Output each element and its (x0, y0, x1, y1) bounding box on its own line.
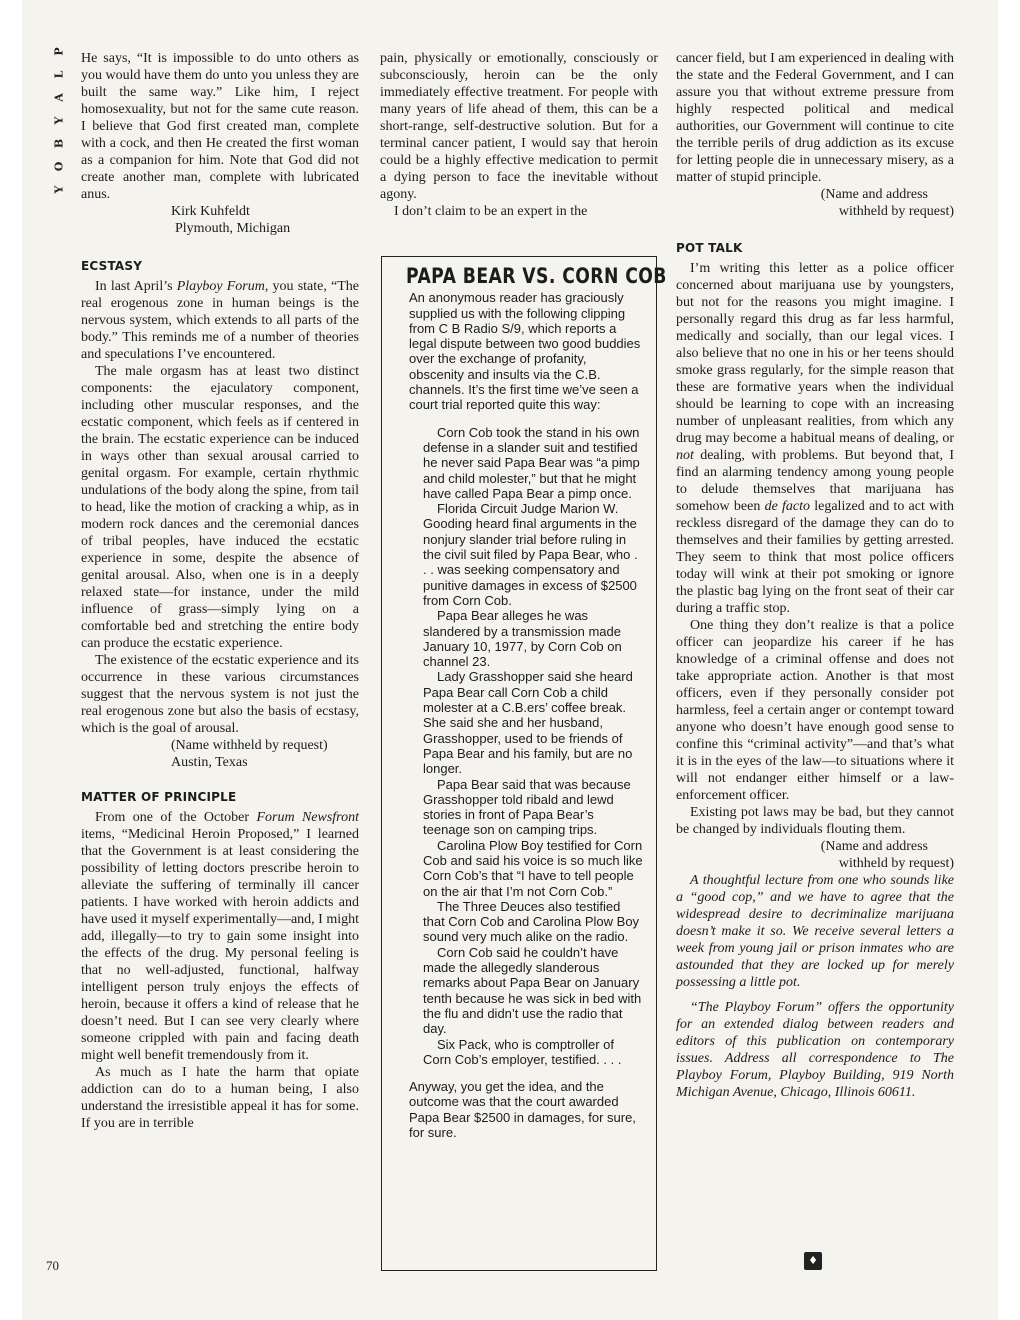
forum-note: “The Playboy Forum” offers the opportunity for an extended dialog between readers and editors of this publication on contemporary issues. Address all correspondence to The Playboy Forum, Playboy Building, 919 North Michigan Avenue, Chicago, Illinois 60611. (676, 1000, 954, 1100)
clipping-paragraph: Corn Cob took the stand in his own defense in a slander suit and testified he never said Papa Bear was “a pimp and child molester,” but that he might have called Papa Bear a pimp once. (423, 424, 640, 501)
ecstasy-place: Austin, Texas (171, 755, 248, 770)
pot-paragraph-1: I’m writing this letter as a police officer concerned about marijuana use by youngsters, but not for the reasons you might imagine. I personally regard this drug as far less harmful, medically and socially, than our legal vices. I also believe that no one in his or her teens should smoke grass regularly, for the simple reason that these are formative years when the individual should be learning to cope with an increasing number of unpleasant realities, from which any drug may become a habitual means of dealing, or not dealing, with problems. But beyond that, I find an alarming tendency among young people to delude themselves that marijuana has somehow been de facto legalized and to act with reckless disregard of the damage they can do to themselves and their families by getting arrested. They seem to think that most police officers today will wink at their pot smoking or ignore the plastic bag lying on the front seat of their car during a traffic stop. (676, 261, 954, 616)
sidebar-box (381, 256, 667, 1271)
sidebar-letter: O (52, 161, 66, 172)
pot-signature-2: withheld by request) (838, 856, 954, 871)
sidebar-letter: Y (52, 116, 66, 125)
clipping-paragraph: Corn Cob said he couldn’t have made the allegedly slanderous remarks about Papa Bear on January tenth because he was sick in bed with the flu and didn’t use the radio that day. (423, 944, 642, 1037)
clipping-paragraph: The Three Deuces also testified that Corn Cob and Carolina Plow Boy sound very much alike on the radio. (423, 898, 640, 945)
page-number: 70 (46, 1258, 59, 1273)
principle-paragraph-2: As much as I hate the harm that opiate addiction can do to a human being, I also understand the irresistible appeal it has for some. If you are in terrible (81, 1065, 359, 1131)
clipping-paragraph: Florida Circuit Judge Marion W. Gooding heard final arguments in the nonjury slander trial before ruling in the civil suit filed by Papa Bear, who . . . was seeking compensatory and punitive damages in excess of $2500 from Corn Cob. (423, 501, 638, 608)
signature-place: Plymouth, Michigan (175, 221, 291, 236)
clipping-paragraph: Carolina Plow Boy testified for Corn Cob and said his voice is so much like Corn Cob’s that “I have to tell people on the air that I’m not Corn Cob.” (423, 837, 643, 899)
section-heading-pot-talk: POT TALK (676, 241, 743, 255)
clipping-paragraph: Papa Bear said that was because Grasshopper told ribald and lewd stories in front of Papa Bear’s teenage son on camping trips. (423, 776, 631, 838)
ecstasy-paragraph-1: In last April’s Playboy Forum, you state, “The real erogenous zone in human beings is the nervous system, which extends to all parts of the body.” This reminds me of a number of theories and speculations I’ve encountered. (81, 279, 359, 362)
sidebar-letter: P (52, 47, 66, 56)
sidebar-letter: L (52, 70, 66, 79)
principle-signature-1: (Name and address (820, 187, 928, 202)
pot-signature-1: (Name and address (820, 839, 928, 854)
principle-continuation: pain, physically or emotionally, consciously or subconsciously, heroin can be the only immediately effective treatment. For people with many years of life ahead of them, this can be a short-range, self-destructive solution. But for a terminal cancer patient, I would say that heroin could be a highly effective medication to permit a dying person to face the inevitable without agony. (380, 51, 658, 202)
principle-end: cancer field, but I am experienced in dealing with the state and the Federal Government, and I can assure you that without extreme pressure from highly respected political and medical authorities, our Government will continue to cite the terrible perils of drug addiction as its excuse for letting people die in unnecessary misery, as a matter of stupid principle. (676, 51, 954, 185)
letter-continuation: He says, “It is impossible to do unto others as you would have them do unto you unless they are built the same way.” Like him, I reject homosexuality, but not for the same cute reason. I believe that God first created man, complete with a cock, and then He created the first woman as a companion for him. Note that God did not create another man, complete with lubricated anus. (81, 51, 360, 202)
box-title: PAPA BEAR VS. CORN COB (406, 264, 667, 288)
column-right (676, 50, 954, 1101)
box-outro: Anyway, you get the idea, and the outcome was that the court awarded Papa Bear $2500 in damages, for sure, for sure. (409, 1079, 636, 1141)
column-middle (380, 50, 658, 220)
magazine-sidebar-title (49, 40, 69, 201)
clipping-paragraph: Lady Grasshopper said she heard Papa Bear call Corn Cob a child molester at a C.B.ers’ coffee break. She said she and her husband, Grasshopper, used to be friends of Papa Bear and his family, but are no longer. (423, 669, 633, 777)
principle-paragraph-1: From one of the October Forum Newsfront items, “Medicinal Heroin Proposed,” I learned that the Government is at least considering the possibility of letting doctors prescribe heroin to alleviate the suffering of terminally ill cancer patients. I have worked with heroin addicts and have used it myself experimentally—and, I might add, illegally—to try to gain some insight into the effects of the drug. My personal feeling is that no well-adjusted, functional, halfway intelligent person truly enjoys the effects of heroin, because it offers a kind of release that he doesn’t need. But I can see very clearly where someone crippled with pain and facing death might well benefit tremendously from it. (81, 810, 359, 1063)
principle-signature-2: withheld by request) (838, 204, 954, 219)
sidebar-letter: A (52, 93, 66, 102)
ecstasy-paragraph-2: The male orgasm has at least two distinct components: the ejaculatory component, including other muscular responses, and the ecstatic component, which feels as if centered in the brain. The ecstatic experience can be induced in ways other than sexual arousal carried to genital orgasm. For example, certain rhythmic undulations of the body along the spine, from tail to head, like the motion of cracking a whip, as in modern rock dances and the ceremonial dances of tribal peoples, have induced the ecstatic experience in some, despite the absence of genital arousal. Also, when one is in a deeply relaxed state—for instance, under the mild influence of grass—simply lying on a comfortable bed and stretching the entire body can produce the ecstatic experience. (81, 364, 359, 651)
clipping-paragraph: Six Pack, who is comptroller of Corn Cob’s employer, testified. . . . (423, 1036, 622, 1067)
box-intro: An anonymous reader has graciously supplied us with the following clipping from C B Radio S/9, which reports a legal dispute between two good buddies over the exchange of profanity, obscenity and insults via the C.B. channels. It’s the first time we’ve seen a court trial reported quite this way: (409, 290, 641, 413)
ecstasy-signature: (Name withheld by request) (171, 738, 328, 753)
box-clipping (409, 425, 643, 1067)
editor-reply: A thoughtful lecture from one who sounds like a “good cop,” and we have to agree that the widespread desire to decriminalize marijuana doesn’t make it so. We receive several letters a week from young jail or prison inmates who are astounded that they are locked up for merely possessing a little pot. (676, 873, 954, 990)
sidebar-letter: B (52, 138, 66, 149)
section-heading-principle: MATTER OF PRINCIPLE (81, 790, 237, 804)
signature-name: Kirk Kuhfeldt (171, 204, 250, 219)
pot-paragraph-2: One thing they don’t realize is that a police officer can jeopardize his career if he has knowledge of a criminal offense and does not take appropriate action. Another is that most officers, even if they personally consider pot harmless, feel a certain anger or contempt toward anyone who doesn’t have enough good sense to confine this “criminal activity”—and that’s what it is in the eyes of the law—to situations where it will not endanger either himself or a law-enforcement officer. (676, 618, 954, 803)
clipping-paragraph: Papa Bear alleges he was slandered by a transmission made January 10, 1977, by Corn Cob on channel 23. (423, 608, 622, 670)
ecstasy-paragraph-3: The existence of the ecstatic experience and its occurrence in these various circumstances suggest that the nervous system is not just the real erogenous zone but also the basis of ecstasy, which is the goal of arousal. (81, 653, 359, 736)
section-heading-ecstasy: ECSTASY (81, 259, 143, 273)
pot-paragraph-3: Existing pot laws may be bad, but they cannot be changed by individuals flouting them. (676, 805, 954, 837)
rabbit-logo-icon: ♦ (804, 1252, 822, 1270)
column-left (81, 50, 359, 1132)
sidebar-letter: Y (52, 185, 66, 194)
principle-continuation-2: I don’t claim to be an expert in the (394, 204, 588, 219)
